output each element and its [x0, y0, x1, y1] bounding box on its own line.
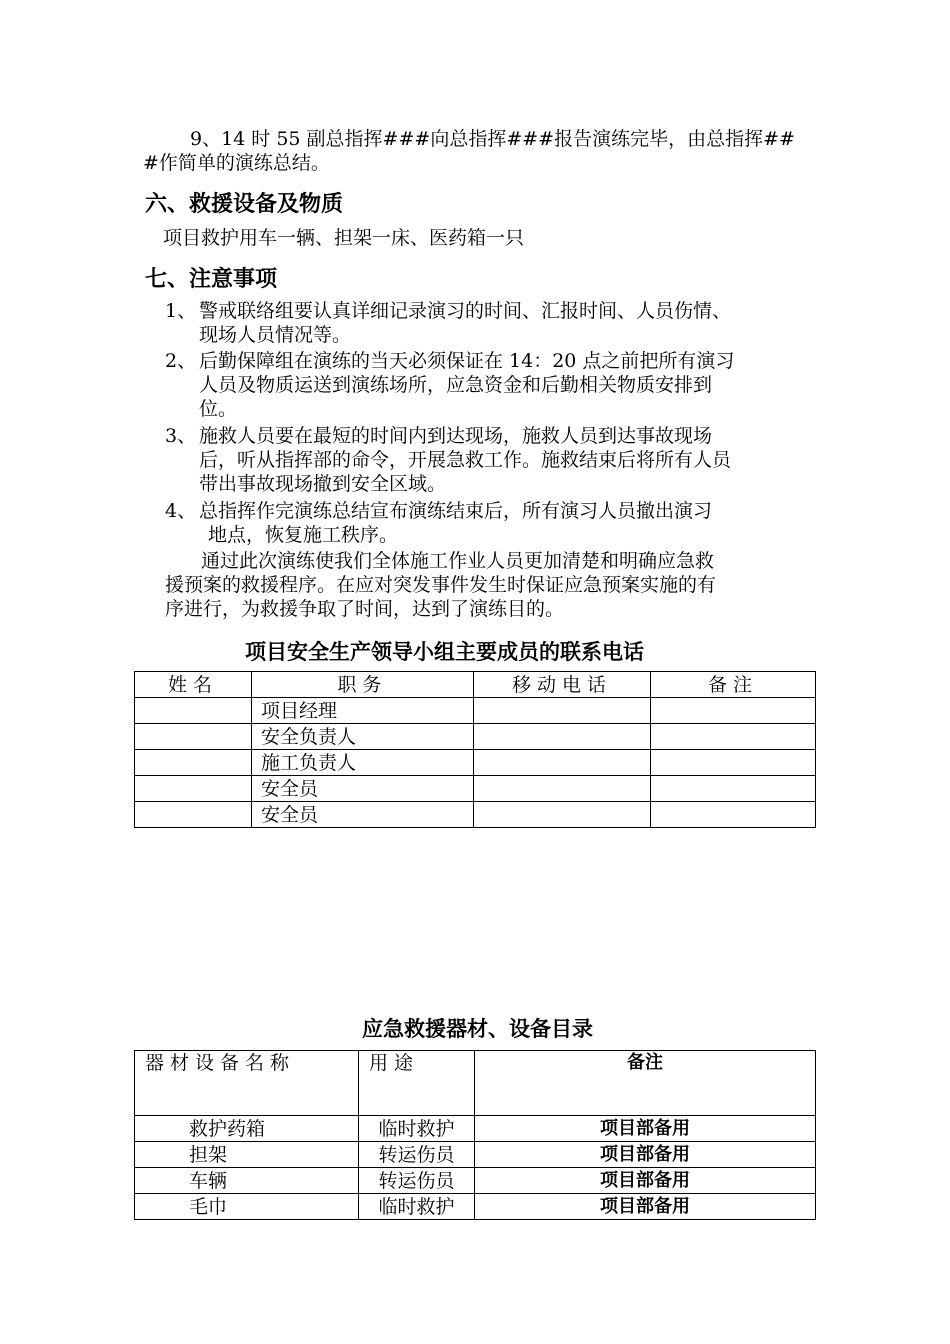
cell-remark: 项目部备用 [475, 1168, 816, 1194]
cell-equipment-name: 车辆 [135, 1168, 359, 1194]
cell-mobile [474, 802, 651, 828]
note-2-number: 2、 [165, 350, 197, 372]
note-3-number: 3、 [165, 425, 197, 447]
summary-line-2: 援预案的救援程序。在应对突发事件发生时保证应急预案实施的有 [165, 574, 717, 596]
table-row [135, 1142, 816, 1168]
cell-position: 安全负责人 [252, 724, 474, 750]
header-name: 姓名 [135, 672, 252, 698]
contact-table [134, 671, 816, 828]
intro-line-1: 9、14 时 55 副总指挥###向总指挥###报告演练完毕，由总指挥## [190, 128, 795, 150]
cell-name [135, 724, 252, 750]
table-row [135, 1116, 816, 1142]
cell-remark [651, 802, 816, 828]
cell-mobile [474, 724, 651, 750]
cell-usage: 临时救护 [359, 1116, 475, 1142]
note-2-line-1: 后勤保障组在演练的当天必须保证在 14：20 点之前把所有演习 [199, 350, 735, 372]
cell-remark [651, 698, 816, 724]
cell-equipment-name: 担架 [135, 1142, 359, 1168]
intro-line-2: #作简单的演练总结。 [143, 152, 330, 174]
cell-mobile [474, 750, 651, 776]
note-4-line-2: 地点，恢复施工秩序。 [208, 524, 399, 546]
table-row [135, 1168, 816, 1194]
note-2-line-2: 人员及物质运送到演练场所，应急资金和后勤相关物质安排到 [199, 374, 713, 396]
table-row [135, 750, 816, 776]
note-2-line-3: 位。 [199, 398, 238, 420]
note-1-line-1: 警戒联络组要认真详细记录演习的时间、汇报时间、人员伤情、 [199, 300, 732, 322]
table-row [135, 776, 816, 802]
contact-table-header-row [135, 672, 816, 698]
cell-remark: 项目部备用 [475, 1142, 816, 1168]
cell-usage: 临时救护 [359, 1194, 475, 1220]
cell-name [135, 802, 252, 828]
cell-position: 施工负责人 [252, 750, 474, 776]
cell-usage: 转运伤员 [359, 1142, 475, 1168]
cell-remark [651, 724, 816, 750]
cell-remark: 项目部备用 [475, 1194, 816, 1220]
equipment-table [134, 1050, 816, 1220]
cell-name [135, 776, 252, 802]
contact-table-title: 项目安全生产领导小组主要成员的联系电话 [245, 640, 644, 664]
section-6-heading: 六、救援设备及物质 [145, 192, 344, 217]
cell-position: 安全员 [252, 776, 474, 802]
note-1-number: 1、 [165, 300, 197, 322]
summary-line-3: 序进行，为救援争取了时间，达到了演练目的。 [165, 598, 565, 620]
header-remark: 备注 [475, 1051, 816, 1116]
note-3-line-2: 后，听从指挥部的命令，开展急救工作。施救结束后将所有人员 [199, 449, 732, 471]
cell-remark [651, 750, 816, 776]
cell-position: 安全员 [252, 802, 474, 828]
cell-remark [651, 776, 816, 802]
summary-line-1: 通过此次演练使我们全体施工作业人员更加清楚和明确应急救 [201, 550, 715, 572]
cell-remark: 项目部备用 [475, 1116, 816, 1142]
cell-name [135, 698, 252, 724]
cell-position: 项目经理 [252, 698, 474, 724]
equipment-table-title: 应急救援器材、设备目录 [362, 1017, 593, 1041]
cell-mobile [474, 776, 651, 802]
note-1-line-2: 现场人员情况等。 [199, 324, 352, 346]
cell-usage: 转运伤员 [359, 1168, 475, 1194]
cell-name [135, 750, 252, 776]
cell-equipment-name: 毛巾 [135, 1194, 359, 1220]
table-row [135, 698, 816, 724]
table-row [135, 724, 816, 750]
section-7-heading: 七、注意事项 [145, 267, 278, 292]
note-3-line-1: 施救人员要在最短的时间内到达现场，施救人员到达事故现场 [199, 425, 713, 447]
table-row [135, 1194, 816, 1220]
equipment-table-header-row [135, 1051, 816, 1116]
header-equipment-name: 器材设备名称 [135, 1051, 359, 1116]
note-4-line-1: 总指挥作完演练总结宣布演练结束后，所有演习人员撤出演习 [199, 500, 713, 522]
header-position: 职务 [252, 672, 474, 698]
header-usage: 用途 [359, 1051, 475, 1116]
cell-mobile [474, 698, 651, 724]
cell-equipment-name: 救护药箱 [135, 1116, 359, 1142]
header-mobile: 移动电话 [474, 672, 651, 698]
header-remark: 备注 [651, 672, 816, 698]
section-6-text: 项目救护用车一辆、担架一床、医药箱一只 [163, 227, 525, 249]
note-3-line-3: 带出事故现场撤到安全区域。 [199, 473, 447, 495]
table-row [135, 802, 816, 828]
note-4-number: 4、 [165, 500, 197, 522]
